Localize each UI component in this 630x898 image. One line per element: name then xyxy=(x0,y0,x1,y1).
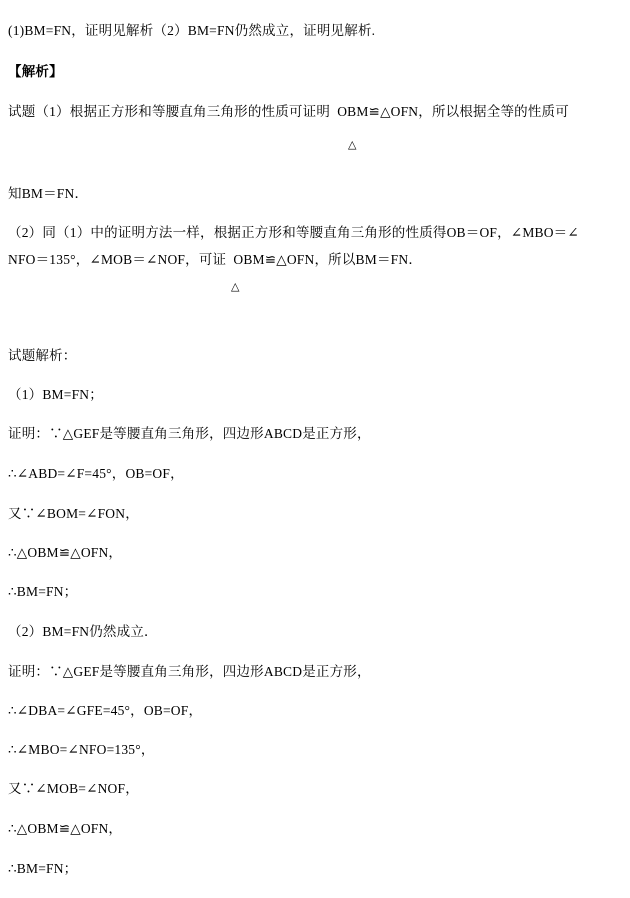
solution-part2-line-4: 又∵∠MOB=∠NOF， xyxy=(8,781,139,796)
solution-part2-title: （2）BM=FN仍然成立． xyxy=(8,624,158,639)
solution-part2-line-1: 证明：∵△GEF是等腰直角三角形，四边形ABCD是正方形， xyxy=(8,664,371,679)
solution-part2-line-2: ∴∠DBA=∠GFE=45°，OB=OF， xyxy=(8,703,203,718)
analysis-heading: 【解析】 xyxy=(8,64,63,79)
solution-heading: 试题解析： xyxy=(8,348,77,363)
analysis-paragraph-2-line-1: （2）同（1）中的证明方法一样，根据正方形和等腰直角三角形的性质得OB＝OF，∠MBO＝∠ xyxy=(8,225,579,240)
solution-part1-line-5: ∴BM=FN； xyxy=(8,584,78,599)
triangle-mark-2-icon: △ xyxy=(231,281,240,293)
analysis-paragraph-2-line-2: NFO＝135°，∠MOB＝∠NOF，可证 OBM≌△OFN，所以BM＝FN． xyxy=(8,252,423,267)
solution-part2-line-3: ∴∠MBO=∠NFO=135°， xyxy=(8,742,155,757)
solution-part1-line-1: 证明：∵△GEF是等腰直角三角形，四边形ABCD是正方形， xyxy=(8,426,371,441)
answer-summary-line: (1)BM=FN，证明见解析（2）BM=FN仍然成立，证明见解析. xyxy=(8,23,376,38)
solution-part2-line-5: ∴△OBM≌△OFN， xyxy=(8,821,123,836)
analysis-paragraph-1-line-1: 试题（1）根据正方形和等腰直角三角形的性质可证明 OBM≌△OFN，所以根据全等的性质可 xyxy=(8,104,569,119)
solution-part1-line-4: ∴△OBM≌△OFN， xyxy=(8,545,123,560)
analysis-paragraph-1-line-2: 知BM＝FN． xyxy=(8,186,89,201)
solution-part1-line-2: ∴∠ABD=∠F=45°，OB=OF， xyxy=(8,466,184,481)
solution-part2-line-6: ∴BM=FN； xyxy=(8,861,78,876)
solution-part1-title: （1）BM=FN； xyxy=(8,387,103,402)
solution-part1-line-3: 又∵∠BOM=∠FON， xyxy=(8,506,139,521)
triangle-mark-1-icon: △ xyxy=(348,139,357,151)
